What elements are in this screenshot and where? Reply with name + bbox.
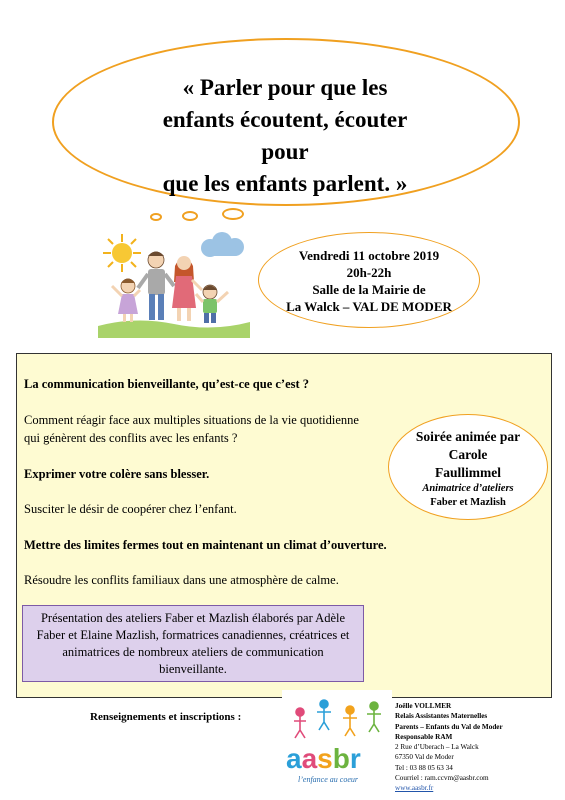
content-item: Susciter le désir de coopérer chez l’enfant. [24, 502, 237, 516]
title-line-1: « Parler pour que les [182, 75, 388, 100]
contact-org-2: Parents – Enfants du Val de Moder [395, 722, 503, 731]
event-time: 20h-22h [346, 265, 392, 280]
title-line-2: enfants écoutent, écouter [162, 107, 408, 132]
svg-text:aasbr: aasbr [286, 743, 361, 774]
content-item: qui génèrent des conflits avec les enfants ? [24, 431, 238, 445]
content-item: La communication bienveillante, qu’est-ce que c’est ? [24, 377, 310, 391]
bubble-dot [150, 213, 162, 221]
host-role: Animatrice d’ateliers [422, 483, 514, 494]
content-item: Mettre des limites fermes tout en maintenant un climat d’ouverture. [24, 538, 387, 552]
content-item: Résoudre les conflits familiaux dans une atmosphère de calme. [24, 573, 339, 587]
event-date: Vendredi 11 octobre 2019 [298, 248, 440, 263]
presentation-line-4: bienveillante. [159, 662, 227, 676]
page-title [110, 72, 460, 200]
contact-address-1: 2 Rue d’Uberach – La Walck [395, 743, 479, 752]
title-line-4: que les enfants parlent. » [162, 171, 408, 196]
contact-name: Joëlle VOLLMER [395, 702, 452, 710]
presentation-line-2: Faber et Elaine Mazlish, formatrices canadiennes, créatrices et [36, 628, 350, 642]
contact-org-3: Responsable RAM [395, 732, 453, 741]
contact-info [395, 701, 560, 794]
contact-email[interactable]: Courriel : ram.ccvm@aasbr.com [395, 774, 489, 783]
host-intro: Soirée animée par [415, 429, 521, 444]
host-org: Faber et Mazlish [430, 497, 506, 508]
host-info [392, 428, 544, 510]
bubble-dot [222, 208, 244, 220]
title-line-3: pour [261, 139, 309, 164]
contact-address-2: 67350 Val de Moder [395, 753, 454, 762]
family-illustration-icon [98, 230, 250, 338]
contact-label: Renseignements et inscriptions : [90, 711, 242, 723]
contact-org-1: Relais Assistantes Maternelles [395, 712, 488, 721]
contact-website-link[interactable]: www.aasbr.fr [395, 784, 434, 793]
host-last-name: Faullimmel [435, 465, 501, 480]
host-first-name: Carole [448, 447, 488, 462]
event-info [262, 247, 476, 315]
logo-tagline: l’enfance au coeur [298, 775, 358, 784]
presentation-line-1: Présentation des ateliers Faber et Mazlish élaborés par Adèle [40, 611, 346, 625]
content-item: Exprimer votre colère sans blesser. [24, 467, 210, 481]
content-item: Comment réagir face aux multiples situations de la vie quotidienne [24, 413, 359, 427]
contact-phone: Tel : 03 88 05 63 34 [395, 763, 453, 772]
event-venue-line-1: Salle de la Mairie de [312, 282, 426, 297]
presentation-text [28, 610, 358, 678]
event-venue-line-2: La Walck – VAL DE MODER [286, 299, 452, 314]
presentation-line-3: animatrices de nombreux ateliers de communication [62, 645, 324, 659]
bubble-dot [182, 211, 198, 221]
